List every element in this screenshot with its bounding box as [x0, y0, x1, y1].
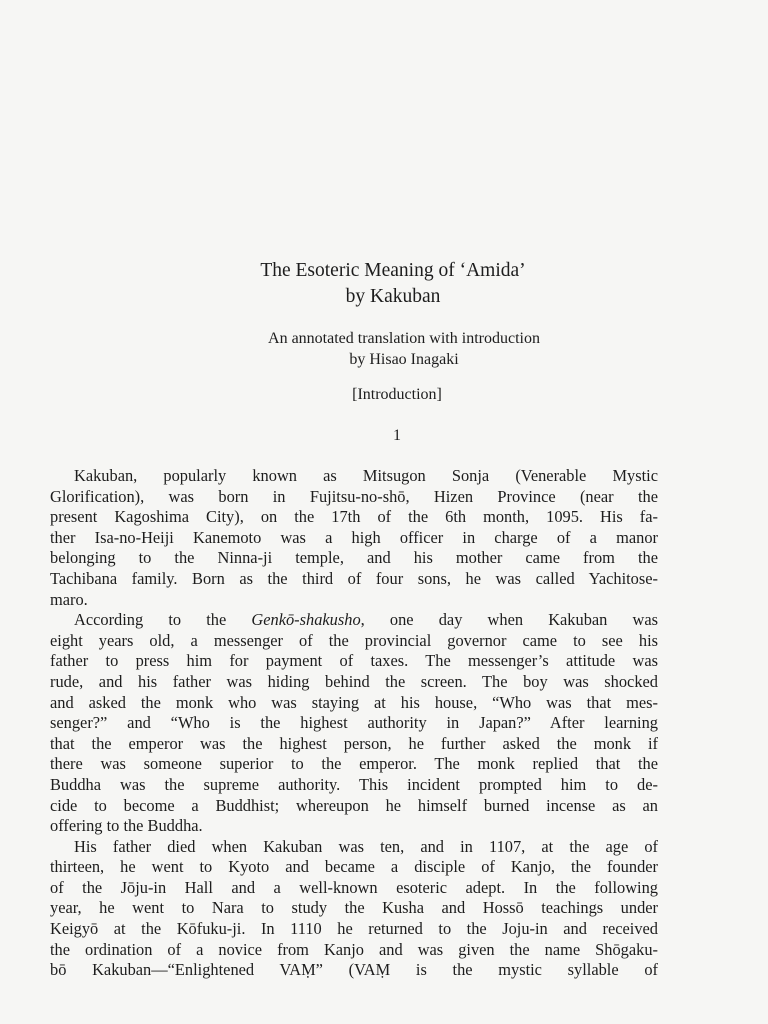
- text-line: father to press him for payment of taxes. The messenger’s attitude was: [50, 651, 658, 671]
- text-line: Kakuban, popularly known as Mitsugon Sonja (Venerable Mystic: [74, 466, 658, 485]
- text-line: Glorification), was born in Fujitsu-no-shō, Hizen Province (near the: [50, 486, 658, 506]
- text-line: ther Isa-no-Heiji Kanemoto was a high officer in charge of a manor: [50, 527, 658, 547]
- text-segment: According to the: [74, 610, 252, 630]
- title-line-2: by Kakuban: [345, 286, 441, 307]
- text-line: and asked the monk who was staying at his house, “Who was that mes-: [50, 692, 658, 712]
- paragraph: [50, 610, 658, 837]
- text-line: the ordination of a novice from Kanjo and was given the name Shōgaku-: [50, 939, 658, 959]
- subtitle-block: [0, 328, 768, 370]
- subtitle-line-1: An annotated translation with introduction: [268, 330, 540, 347]
- text-line: of the Jōju-in Hall and a well-known esoteric adept. In the following: [50, 877, 658, 897]
- text-line: present Kagoshima City), on the 17th of the 6th month, 1095. His fa-: [50, 507, 658, 527]
- text-line: year, he went to Nara to study the Kusha and Hossō teachings under: [50, 898, 658, 918]
- subtitle-line-2: by Hisao Inagaki: [349, 351, 459, 368]
- paragraph: [50, 466, 658, 610]
- text-line: Tachibana family. Born as the third of four sons, he was called Yachitose-: [50, 568, 658, 588]
- text-line: maro.: [50, 589, 88, 609]
- body-text: [50, 466, 658, 981]
- section-label: [Introduction]: [352, 386, 442, 403]
- text-segment: , one day when Kakuban was: [360, 610, 658, 630]
- paragraph: [50, 837, 658, 981]
- text-line: bō Kakuban—“Enlightened VAṂ” (VAṂ is the mystic syllable of: [50, 960, 658, 980]
- text-line: belonging to the Ninna-ji temple, and his mother came from the: [50, 548, 658, 568]
- text-line: Buddha was the supreme authority. This incident prompted him to de-: [50, 774, 658, 794]
- italic-title: Genkō-shakusho: [251, 610, 361, 630]
- text-line: Keigyō at the Kōfuku-ji. In 1110 he returned to the Joju-in and received: [50, 919, 658, 939]
- text-line: there was someone superior to the emperor. The monk replied that the: [50, 754, 658, 774]
- text-line: His father died when Kakuban was ten, and in 1107, at the age of: [74, 836, 658, 856]
- text-line: thirteen, he went to Kyoto and became a disciple of Kanjo, the founder: [50, 857, 658, 877]
- text-line: eight years old, a messenger of the provincial governor came to see his: [50, 630, 658, 650]
- text-line: that the emperor was the highest person, he further asked the monk if: [50, 733, 658, 753]
- title-block: [0, 258, 768, 310]
- title-line-1: The Esoteric Meaning of ‘Amida’: [260, 260, 526, 281]
- text-line: offering to the Buddha.: [50, 816, 203, 836]
- text-line: senger?” and “Who is the highest authority in Japan?” After learning: [50, 713, 658, 733]
- text-line: rude, and his father was hiding behind the screen. The boy was shocked: [50, 671, 658, 691]
- text-line-with-italic: [50, 610, 658, 631]
- section-number: 1: [393, 427, 401, 444]
- text-line: cide to become a Buddhist; whereupon he himself burned incense as an: [50, 795, 658, 815]
